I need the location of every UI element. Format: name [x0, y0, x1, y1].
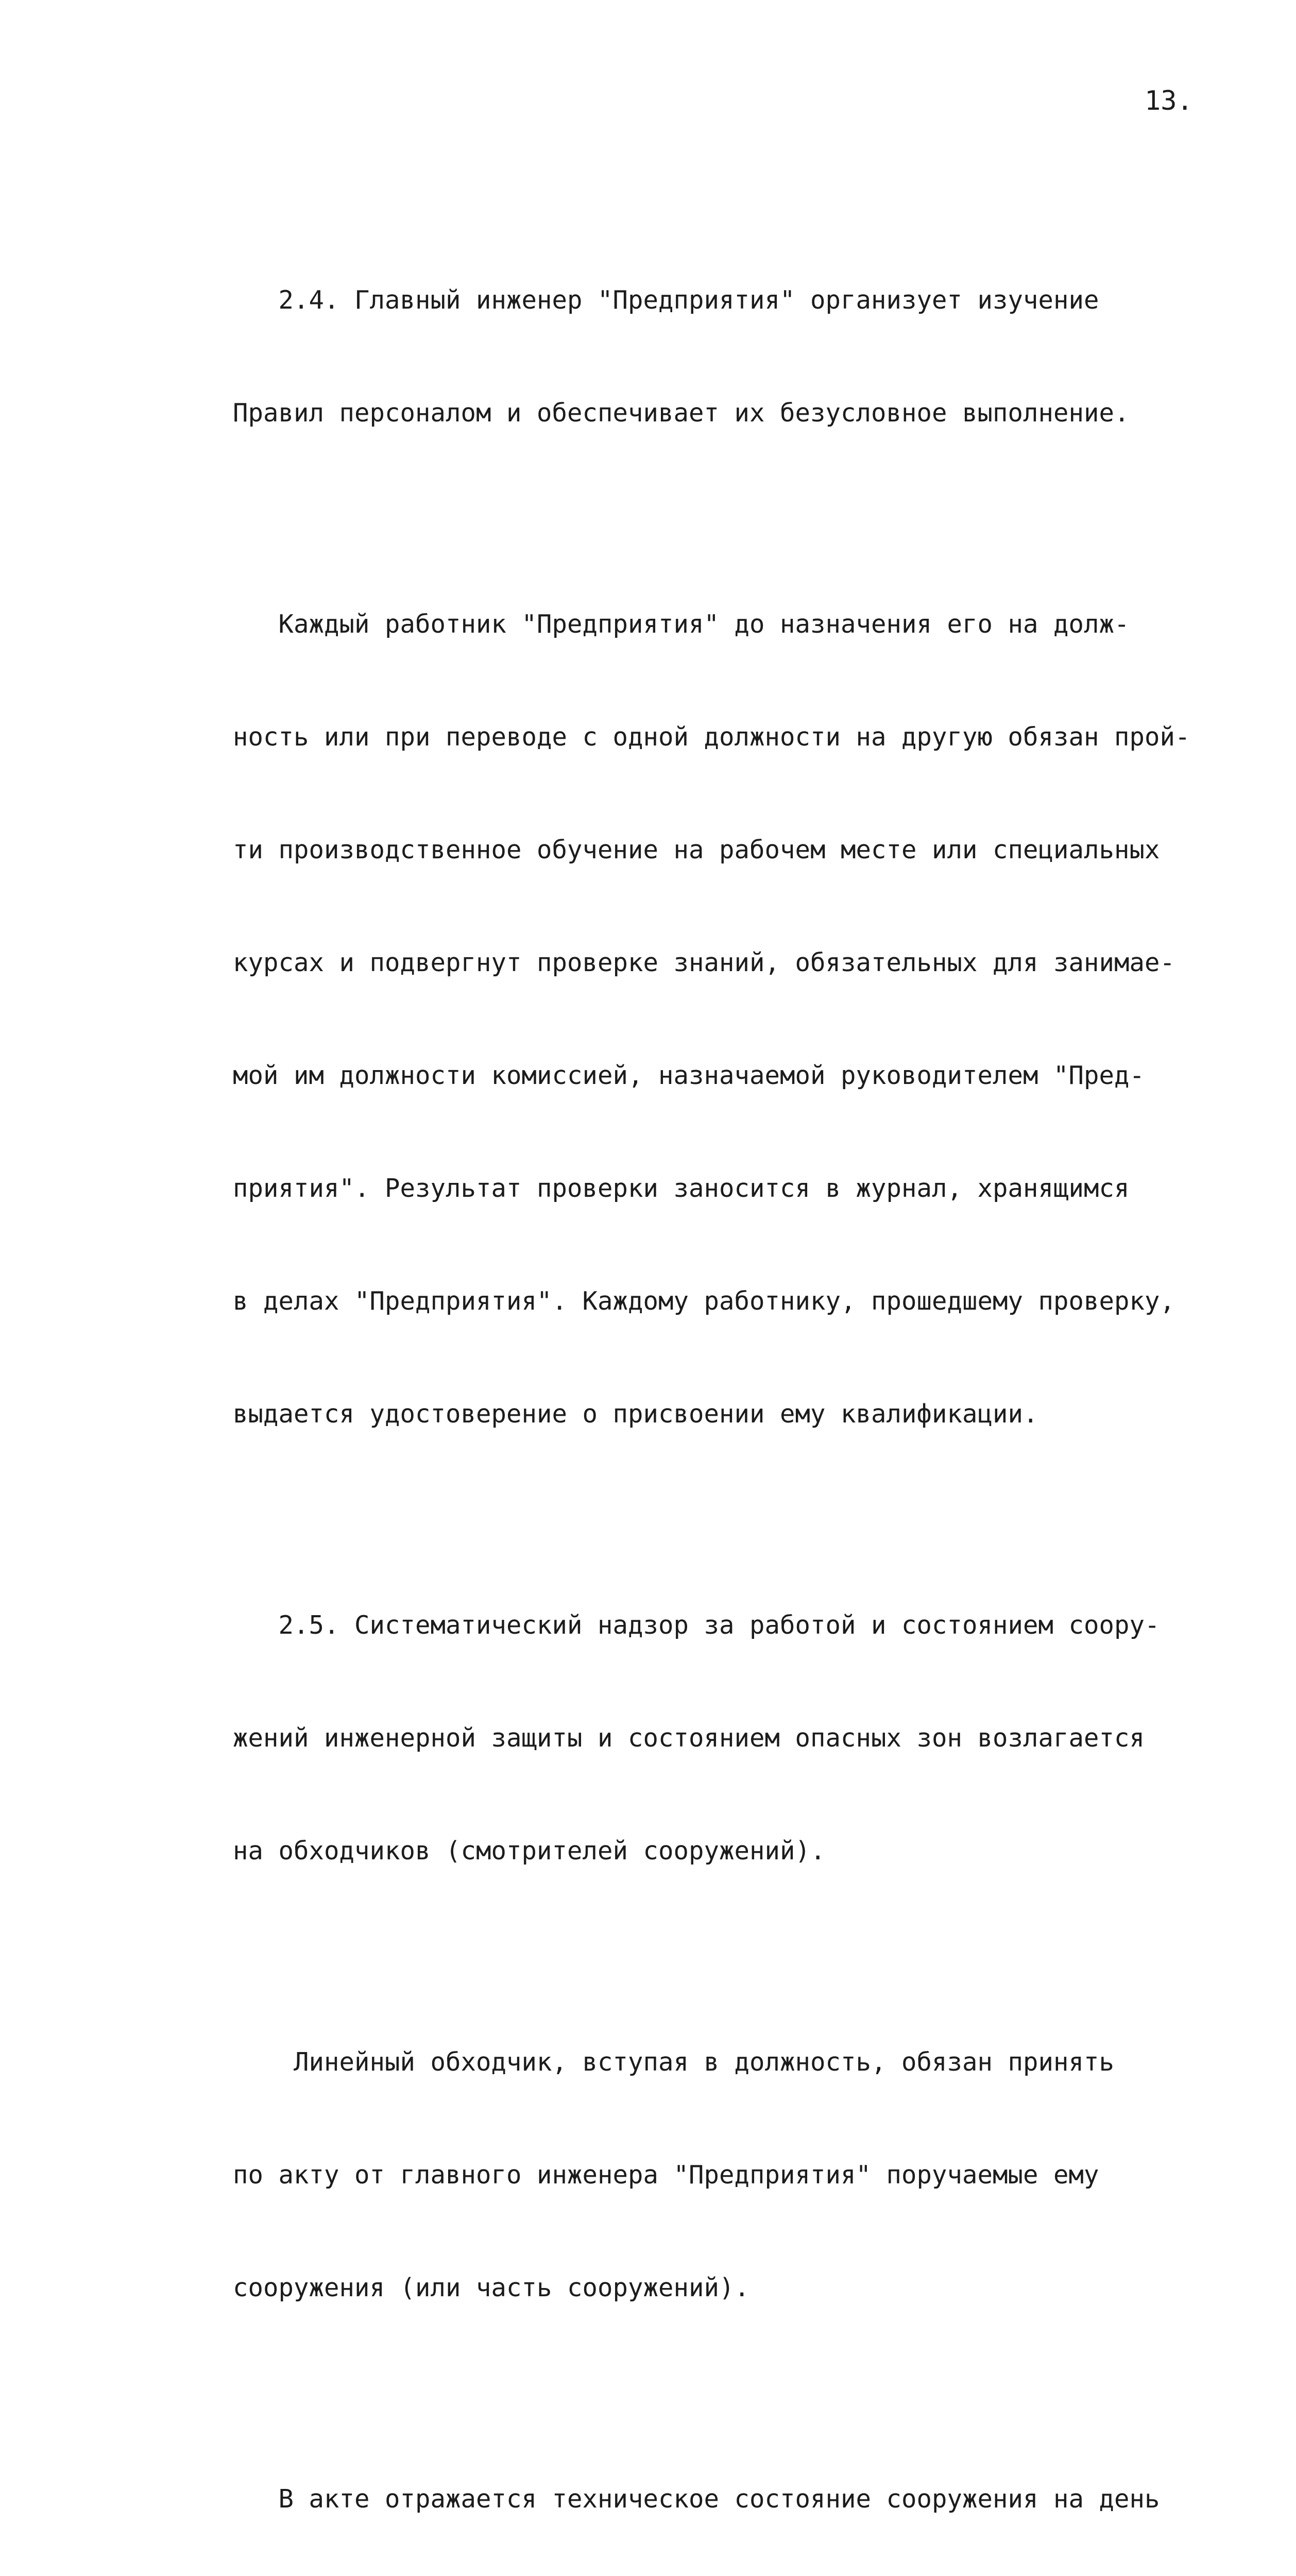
text-line: жений инженерной защиты и состоянием опасных зон возлагается [233, 1723, 1145, 1753]
text-line: Каждый работник "Предприятия" до назначения его на долж- [233, 609, 1130, 639]
text-line: приятия". Результат проверки заносится в журнал, хранящимся [233, 1174, 1130, 1203]
paragraph-2-5 [233, 1531, 1253, 1945]
text-line: Правил персоналом и обеспечивает их безусловное выполнение. [233, 398, 1130, 428]
text-line: ность или при переводе с одной должности на другую обязан прой- [233, 722, 1190, 752]
text-line: выдается удостоверение о присвоении ему квалификации. [233, 1399, 1038, 1429]
text-line: мой им должности комиссией, назначаемой руководителем "Пред- [233, 1061, 1145, 1090]
text-line: В акте отражается техническое состояние сооружения на день [233, 2484, 1160, 2514]
text-line: курсах и подвергнут проверке знаний, обязательных для занимае- [233, 948, 1175, 977]
document-body [233, 206, 1253, 2576]
paragraph-2-4 [233, 206, 1253, 507]
text-line: 2.5. Систематический надзор за работой и состоянием соору- [233, 1611, 1160, 1640]
text-line: Линейный обходчик, вступая в должность, обязан принять [233, 2047, 1115, 2077]
paragraph-2-5-act-state [233, 2405, 1253, 2576]
text-line: 2.4. Главный инженер "Предприятия" организует изучение [233, 285, 1099, 315]
text-line: по акту от главного инженера "Предприятия" поручаемые ему [233, 2160, 1099, 2190]
paragraph-2-5-line-walker [233, 1968, 1253, 2382]
text-line: в делах "Предприятия". Каждому работнику, прошедшему проверку, [233, 1286, 1175, 1316]
text-line: ти производственное обучение на рабочем месте или специальных [233, 835, 1160, 865]
text-line: на обходчиков (смотрителей сооружений). [233, 1836, 826, 1866]
page-number: 13. [1145, 86, 1193, 116]
text-line: сооружения (или часть сооружений). [233, 2273, 750, 2302]
paragraph-2-4-staff-training [233, 530, 1253, 1508]
